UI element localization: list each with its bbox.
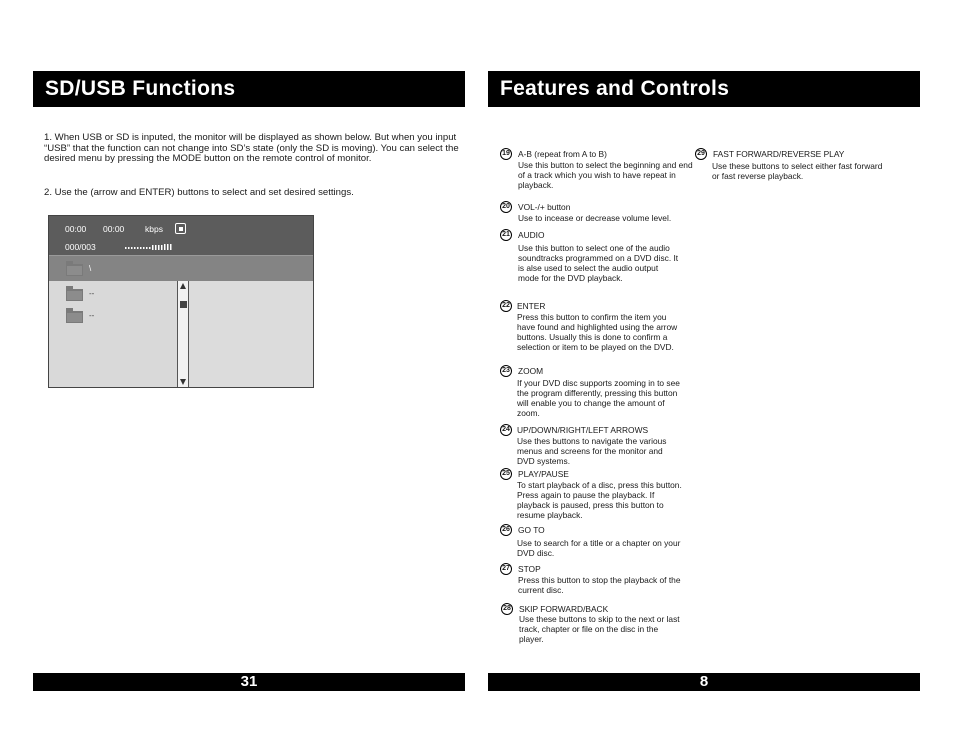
file-list[interactable] <box>49 281 177 387</box>
feature-description: To start playback of a disc, press this button. Press again to pause the playback. If playback is paused, press this button to resume playback. <box>517 480 682 520</box>
file-name: -- <box>89 289 95 298</box>
feature-title: VOL-/+ button <box>518 202 571 212</box>
volume-meter-icon <box>125 244 175 250</box>
folder-icon <box>66 311 83 323</box>
usb-instructions-paragraph-1: 1. When USB or SD is inputed, the monitor will be displayed as shown below. But when you input “USB” that the function can not change into SD’s state (only the SD is moving). You can select the desired menu by pressing the MODE button on the remote control of monitor. <box>44 132 459 165</box>
scroll-thumb[interactable] <box>180 301 187 308</box>
feature-description: Use thes buttons to navigate the various menus and screens for the monitor and DVD systems. <box>517 436 667 466</box>
usb-instructions-paragraph-2: 2. Use the (arrow and ENTER) buttons to select and set desired settings. <box>44 187 354 198</box>
feature-title: STOP <box>518 564 541 574</box>
number-22-badge: 22 <box>500 300 512 312</box>
scroll-up-arrow-icon[interactable] <box>180 283 186 289</box>
number-24-badge: 24 <box>500 424 512 436</box>
feature-title: SKIP FORWARD/BACK <box>519 604 609 614</box>
feature-title: UP/DOWN/RIGHT/LEFT ARROWS <box>517 425 649 435</box>
file-name: -- <box>89 311 95 320</box>
feature-description: Use this button to select the beginning and end of a track which you wish to have repeat in playback. <box>518 160 693 190</box>
list-item[interactable] <box>49 285 177 303</box>
feature-title: ENTER <box>517 301 546 311</box>
feature-title: GO TO <box>518 525 545 535</box>
number-29-badge: 29 <box>695 148 707 160</box>
number-28-badge: 28 <box>501 603 513 615</box>
feature-title: FAST FORWARD/REVERSE PLAY <box>713 149 845 159</box>
preview-panel <box>189 281 313 387</box>
right-page-header: Features and Controls <box>488 71 920 107</box>
number-20-badge: 20 <box>500 201 512 213</box>
feature-description: Use these buttons to select either fast forward or fast reverse playback. <box>712 161 883 181</box>
feature-description: If your DVD disc supports zooming in to see the program differently, pressing this button will enable you to change the amount of zoom. <box>517 378 680 418</box>
stop-icon <box>175 223 186 234</box>
usb-browser-screen-illustration <box>48 215 314 388</box>
bitrate-label: kbps <box>145 224 163 234</box>
feature-description: Use to incease or decrease volume level. <box>518 213 672 223</box>
file-count: 000/003 <box>65 242 96 252</box>
left-page-header: SD/USB Functions <box>33 71 465 107</box>
number-19-badge: 19 <box>500 148 512 160</box>
feature-description: Press this button to stop the playback of the current disc. <box>518 575 681 595</box>
list-scrollbar[interactable] <box>177 281 189 387</box>
feature-title: AUDIO <box>518 230 545 240</box>
feature-description: Press this button to confirm the item you have found and highlighted using the arrow buttons. Usually this is done to confirm a selection or item to be played on the DVD. <box>517 312 678 352</box>
number-21-badge: 21 <box>500 229 512 241</box>
left-page-number: 31 <box>33 673 465 691</box>
feature-title: ZOOM <box>518 366 544 376</box>
elapsed-time: 00:00 <box>65 224 87 234</box>
feature-description: Use to search for a title or a chapter on your DVD disc. <box>517 538 681 558</box>
current-path: \ <box>89 264 92 273</box>
feature-title: PLAY/PAUSE <box>518 469 569 479</box>
number-26-badge: 26 <box>500 524 512 536</box>
right-page-number: 8 <box>488 673 920 691</box>
total-time: 00:00 <box>103 224 125 234</box>
list-item[interactable] <box>49 307 177 325</box>
folder-icon <box>66 289 83 301</box>
current-path-row[interactable] <box>49 255 313 281</box>
screen-status-bar <box>49 216 313 255</box>
feature-title: A-B (repeat from A to B) <box>518 149 607 159</box>
feature-description: Use this button to select one of the audio soundtracks programmed on a DVD disc. It is alse used to select the audio output mode for the DVD playback. <box>518 243 679 283</box>
feature-description: Use these buttons to skip to the next or last track, chapter or file on the disc in the player. <box>519 614 680 644</box>
number-27-badge: 27 <box>500 563 512 575</box>
scroll-down-arrow-icon[interactable] <box>180 379 186 385</box>
folder-icon <box>66 264 83 276</box>
number-23-badge: 23 <box>500 365 512 377</box>
number-25-badge: 25 <box>500 468 512 480</box>
